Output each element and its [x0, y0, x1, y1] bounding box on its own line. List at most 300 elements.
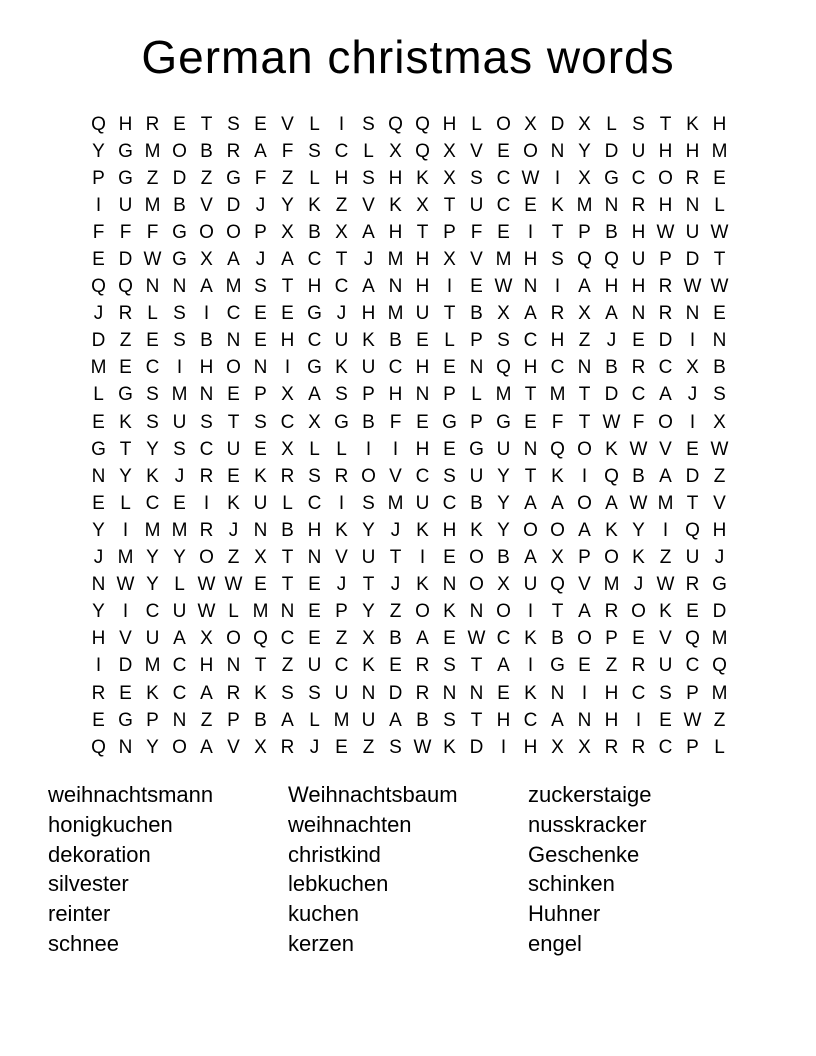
- grid-cell: I: [689, 411, 696, 433]
- grid-cell: C: [334, 140, 349, 162]
- grid-cell: N: [280, 601, 295, 623]
- grid-cell: A: [551, 492, 564, 514]
- grid-cell: C: [415, 465, 430, 487]
- grid-cell: T: [200, 113, 213, 135]
- grid-cell: T: [713, 249, 726, 271]
- grid-cell: E: [92, 709, 105, 731]
- grid-cell: C: [523, 330, 538, 352]
- grid-cell: U: [145, 628, 160, 650]
- grid-cell: Y: [578, 140, 591, 162]
- grid-cell: P: [92, 167, 105, 189]
- grid-cell: C: [334, 655, 349, 677]
- grid-cell: O: [523, 519, 538, 541]
- grid-cell: W: [656, 574, 675, 596]
- word-list-column: [48, 780, 288, 959]
- grid-cell: W: [197, 601, 216, 623]
- grid-cell: N: [712, 330, 727, 352]
- grid-cell: E: [713, 167, 726, 189]
- grid-cell: Y: [146, 736, 159, 758]
- word-item: nusskracker: [528, 811, 647, 837]
- grid-cell: J: [93, 547, 104, 569]
- grid-cell: X: [551, 547, 564, 569]
- grid-cell: E: [92, 249, 105, 271]
- grid-cell: Q: [604, 249, 619, 271]
- grid-cell: W: [521, 167, 540, 189]
- grid-cell: W: [602, 411, 621, 433]
- grid-cell: D: [685, 249, 700, 271]
- grid-cell: H: [523, 736, 538, 758]
- grid-cell: M: [387, 303, 404, 325]
- grid-cell: O: [496, 113, 511, 135]
- grid-cell: N: [577, 709, 592, 731]
- grid-cell: K: [254, 682, 267, 704]
- grid-cell: H: [604, 682, 619, 704]
- grid-cell: I: [527, 221, 534, 243]
- grid-cell: K: [524, 682, 537, 704]
- grid-cell: R: [685, 574, 700, 596]
- grid-cell: Q: [685, 628, 700, 650]
- grid-cell: O: [226, 357, 241, 379]
- grid-cell: S: [632, 113, 645, 135]
- grid-cell: K: [119, 411, 132, 433]
- grid-cell: E: [524, 194, 537, 216]
- grid-cell: O: [550, 519, 565, 541]
- grid-cell: O: [226, 221, 241, 243]
- grid-cell: E: [632, 330, 645, 352]
- grid-cell: E: [335, 736, 348, 758]
- grid-cell: D: [172, 167, 187, 189]
- grid-cell: T: [254, 655, 267, 677]
- grid-cell: G: [118, 384, 133, 406]
- grid-cell: V: [119, 628, 132, 650]
- grid-cell: A: [173, 628, 186, 650]
- grid-cell: O: [523, 140, 538, 162]
- grid-cell: K: [605, 438, 618, 460]
- grid-cell: P: [443, 221, 456, 243]
- grid-cell: O: [469, 547, 484, 569]
- grid-cell: H: [415, 249, 430, 271]
- grid-cell: C: [685, 655, 700, 677]
- grid-cell: X: [578, 113, 591, 135]
- grid-cell: N: [631, 303, 646, 325]
- grid-cell: K: [551, 194, 564, 216]
- grid-cell: C: [307, 492, 322, 514]
- grid-cell: E: [578, 655, 591, 677]
- grid-cell: T: [443, 194, 456, 216]
- grid-cell: Z: [200, 709, 213, 731]
- grid-cell: J: [390, 519, 401, 541]
- grid-cell: C: [658, 736, 673, 758]
- grid-cell: N: [550, 140, 565, 162]
- grid-cell: K: [416, 167, 429, 189]
- grid-cell: N: [469, 601, 484, 623]
- grid-cell: B: [416, 709, 429, 731]
- grid-cell: O: [415, 601, 430, 623]
- grid-cell: Y: [92, 140, 105, 162]
- grid-cell: X: [308, 411, 321, 433]
- grid-cell: O: [199, 221, 214, 243]
- grid-cell: H: [307, 519, 322, 541]
- grid-cell: E: [146, 330, 159, 352]
- grid-cell: Z: [713, 465, 726, 487]
- grid-cell: B: [362, 411, 375, 433]
- grid-cell: T: [578, 384, 591, 406]
- grid-cell: S: [281, 682, 294, 704]
- grid-cell: W: [143, 249, 162, 271]
- grid-cell: Q: [550, 574, 565, 596]
- grid-cell: W: [467, 628, 486, 650]
- grid-cell: X: [551, 736, 564, 758]
- grid-cell: E: [524, 411, 537, 433]
- grid-cell: A: [659, 465, 672, 487]
- grid-cell: I: [392, 438, 399, 460]
- grid-cell: T: [227, 411, 240, 433]
- grid-cell: Y: [281, 194, 294, 216]
- grid-cell: M: [171, 519, 188, 541]
- grid-cell: E: [443, 547, 456, 569]
- grid-cell: X: [416, 194, 429, 216]
- grid-cell: A: [227, 249, 240, 271]
- grid-cell: R: [631, 736, 646, 758]
- grid-cell: O: [469, 574, 484, 596]
- grid-cell: O: [604, 547, 619, 569]
- grid-cell: B: [605, 221, 618, 243]
- grid-cell: V: [470, 140, 483, 162]
- grid-cell: K: [335, 519, 348, 541]
- grid-cell: E: [254, 330, 267, 352]
- grid-cell: W: [197, 574, 216, 596]
- grid-cell: N: [172, 709, 187, 731]
- grid-cell: Y: [362, 519, 375, 541]
- grid-cell: O: [577, 628, 592, 650]
- grid-cell: G: [172, 221, 187, 243]
- grid-cell: I: [527, 655, 534, 677]
- grid-cell: B: [389, 330, 402, 352]
- grid-cell: D: [604, 140, 619, 162]
- grid-cell: Y: [632, 519, 645, 541]
- grid-cell: R: [226, 140, 241, 162]
- grid-cell: Q: [118, 276, 133, 298]
- grid-cell: A: [200, 276, 213, 298]
- grid-cell: Q: [550, 438, 565, 460]
- grid-cell: A: [524, 492, 537, 514]
- grid-cell: D: [388, 682, 403, 704]
- grid-cell: W: [710, 438, 729, 460]
- grid-cell: X: [443, 167, 456, 189]
- grid-cell: H: [658, 194, 673, 216]
- grid-cell: M: [657, 492, 674, 514]
- grid-cell: D: [118, 655, 133, 677]
- grid-cell: B: [254, 709, 267, 731]
- grid-cell: T: [686, 492, 699, 514]
- grid-cell: S: [335, 384, 348, 406]
- grid-cell: Q: [91, 276, 106, 298]
- grid-cell: A: [551, 709, 564, 731]
- grid-cell: K: [551, 465, 564, 487]
- grid-cell: P: [578, 547, 591, 569]
- grid-cell: S: [173, 330, 186, 352]
- word-item: Geschenke: [528, 841, 640, 867]
- grid-cell: Z: [659, 547, 672, 569]
- grid-cell: B: [200, 330, 213, 352]
- word-item: kerzen: [288, 930, 355, 956]
- grid-cell: S: [443, 709, 456, 731]
- grid-cell: L: [309, 113, 320, 135]
- word-item: lebkuchen: [288, 871, 389, 897]
- grid-cell: I: [635, 709, 642, 731]
- grid-cell: G: [496, 411, 511, 433]
- grid-cell: G: [307, 303, 322, 325]
- grid-cell: D: [91, 330, 106, 352]
- grid-cell: Q: [685, 519, 700, 541]
- grid-cell: S: [713, 384, 726, 406]
- grid-cell: P: [470, 330, 483, 352]
- grid-cell: M: [576, 194, 593, 216]
- grid-cell: E: [686, 601, 699, 623]
- grid-cell: L: [120, 492, 131, 514]
- grid-cell: L: [363, 140, 374, 162]
- grid-cell: A: [524, 547, 537, 569]
- grid-cell: E: [497, 140, 510, 162]
- grid-cell: D: [712, 601, 727, 623]
- grid-cell: H: [685, 140, 700, 162]
- grid-cell: U: [253, 492, 268, 514]
- grid-cell: R: [226, 682, 241, 704]
- grid-cell: O: [631, 601, 646, 623]
- grid-cell: R: [658, 303, 673, 325]
- grid-cell: M: [333, 709, 350, 731]
- grid-cell: I: [95, 655, 102, 677]
- grid-cell: Z: [335, 628, 348, 650]
- grid-cell: C: [631, 167, 646, 189]
- grid-cell: U: [631, 140, 646, 162]
- grid-cell: T: [119, 438, 132, 460]
- grid-cell: U: [631, 249, 646, 271]
- grid-cell: Y: [92, 519, 105, 541]
- grid-cell: Z: [281, 167, 294, 189]
- grid-cell: M: [549, 384, 566, 406]
- grid-cell: Q: [415, 140, 430, 162]
- grid-cell: R: [91, 682, 106, 704]
- grid-cell: H: [442, 519, 457, 541]
- grid-cell: C: [172, 655, 187, 677]
- word-item: Huhner: [528, 901, 601, 927]
- grid-cell: T: [524, 465, 537, 487]
- grid-cell: S: [362, 492, 375, 514]
- grid-cell: N: [685, 194, 700, 216]
- word-list: [48, 780, 768, 959]
- grid-cell: Y: [362, 601, 375, 623]
- grid-cell: A: [362, 276, 375, 298]
- grid-cell: S: [389, 736, 402, 758]
- grid-cell: W: [656, 221, 675, 243]
- grid-cell: C: [550, 357, 565, 379]
- grid-cell: K: [362, 655, 375, 677]
- word-item: schinken: [528, 871, 615, 897]
- grid-cell: X: [443, 140, 456, 162]
- grid-cell: E: [308, 601, 321, 623]
- grid-cell: X: [281, 221, 294, 243]
- grid-cell: L: [471, 384, 482, 406]
- grid-cell: R: [658, 276, 673, 298]
- grid-cell: N: [226, 655, 241, 677]
- grid-cell: Y: [497, 465, 510, 487]
- grid-cell: T: [470, 709, 483, 731]
- grid-cell: E: [443, 628, 456, 650]
- grid-cell: I: [581, 465, 588, 487]
- grid-cell: P: [362, 384, 375, 406]
- grid-cell: N: [469, 682, 484, 704]
- grid-cell: D: [118, 249, 133, 271]
- grid-cell: I: [203, 303, 210, 325]
- grid-cell: W: [224, 574, 243, 596]
- grid-cell: J: [336, 303, 347, 325]
- grid-cell: R: [280, 736, 295, 758]
- grid-cell: E: [470, 276, 483, 298]
- grid-cell: U: [172, 411, 187, 433]
- grid-cell: E: [659, 709, 672, 731]
- grid-cell: K: [308, 194, 321, 216]
- grid-cell: I: [338, 492, 345, 514]
- grid-cell: E: [497, 221, 510, 243]
- grid-cell: S: [470, 167, 483, 189]
- grid-cell: X: [497, 574, 510, 596]
- grid-cell: H: [280, 330, 295, 352]
- grid-cell: T: [281, 574, 294, 596]
- grid-cell: F: [254, 167, 267, 189]
- grid-cell: Z: [335, 194, 348, 216]
- grid-cell: J: [255, 249, 266, 271]
- grid-cell: O: [199, 547, 214, 569]
- grid-cell: R: [631, 655, 646, 677]
- grid-cell: E: [632, 628, 645, 650]
- grid-cell: U: [334, 682, 349, 704]
- grid-cell: L: [309, 438, 320, 460]
- grid-cell: I: [419, 547, 426, 569]
- grid-cell: M: [711, 140, 728, 162]
- grid-cell: O: [172, 736, 187, 758]
- grid-cell: T: [578, 411, 591, 433]
- grid-cell: U: [361, 547, 376, 569]
- grid-cell: R: [631, 194, 646, 216]
- grid-cell: E: [119, 682, 132, 704]
- grid-cell: S: [146, 411, 159, 433]
- grid-cell: X: [281, 438, 294, 460]
- grid-cell: J: [687, 384, 698, 406]
- grid-cell: E: [443, 438, 456, 460]
- grid-cell: M: [225, 276, 242, 298]
- grid-cell: E: [281, 303, 294, 325]
- grid-cell: S: [308, 465, 321, 487]
- grid-cell: R: [118, 303, 133, 325]
- grid-cell: N: [550, 682, 565, 704]
- grid-cell: S: [443, 465, 456, 487]
- grid-cell: R: [685, 167, 700, 189]
- grid-cell: T: [389, 547, 402, 569]
- grid-cell: R: [415, 682, 430, 704]
- grid-cell: H: [388, 384, 403, 406]
- grid-cell: S: [659, 682, 672, 704]
- grid-cell: H: [523, 249, 538, 271]
- grid-cell: M: [495, 249, 512, 271]
- grid-cell: Q: [496, 357, 511, 379]
- grid-cell: N: [91, 574, 106, 596]
- grid-cell: A: [281, 709, 294, 731]
- grid-cell: C: [334, 276, 349, 298]
- grid-cell: K: [632, 547, 645, 569]
- grid-cell: E: [254, 574, 267, 596]
- grid-cell: L: [228, 601, 239, 623]
- grid-cell: M: [90, 357, 107, 379]
- grid-cell: X: [254, 736, 267, 758]
- grid-cell: E: [92, 411, 105, 433]
- grid-cell: I: [446, 276, 453, 298]
- word-item: zuckerstaige: [528, 782, 652, 807]
- grid-cell: J: [714, 547, 725, 569]
- grid-cell: U: [334, 330, 349, 352]
- grid-cell: F: [470, 221, 483, 243]
- grid-cell: A: [605, 303, 618, 325]
- grid-cell: G: [334, 411, 349, 433]
- grid-cell: H: [388, 167, 403, 189]
- word-item: engel: [528, 930, 582, 956]
- grid-cell: C: [145, 601, 160, 623]
- grid-cell: V: [227, 736, 240, 758]
- grid-cell: X: [686, 357, 699, 379]
- grid-cell: T: [416, 221, 429, 243]
- grid-cell: C: [658, 357, 673, 379]
- grid-cell: E: [416, 411, 429, 433]
- grid-cell: B: [713, 357, 726, 379]
- grid-cell: G: [442, 411, 457, 433]
- grid-cell: A: [659, 384, 672, 406]
- grid-cell: C: [388, 357, 403, 379]
- grid-cell: L: [471, 113, 482, 135]
- grid-cell: I: [338, 113, 345, 135]
- grid-cell: U: [523, 574, 538, 596]
- grid-cell: W: [629, 438, 648, 460]
- grid-cell: M: [387, 492, 404, 514]
- grid-cell: V: [200, 194, 213, 216]
- grid-cell: H: [415, 438, 430, 460]
- grid-cell: T: [281, 547, 294, 569]
- grid-cell: N: [307, 547, 322, 569]
- grid-cell: U: [685, 221, 700, 243]
- grid-cell: U: [307, 655, 322, 677]
- grid-cell: G: [469, 438, 484, 460]
- grid-cell: Y: [119, 465, 132, 487]
- grid-cell: Z: [578, 330, 591, 352]
- grid-cell: K: [254, 465, 267, 487]
- grid-cell: A: [254, 140, 267, 162]
- grid-cell: A: [605, 492, 618, 514]
- grid-cell: K: [227, 492, 240, 514]
- grid-cell: L: [444, 330, 455, 352]
- grid-cell: N: [685, 303, 700, 325]
- grid-cell: C: [496, 167, 511, 189]
- grid-cell: C: [496, 628, 511, 650]
- grid-cell: V: [713, 492, 726, 514]
- grid-cell: V: [470, 249, 483, 271]
- grid-cell: K: [416, 519, 429, 541]
- grid-cell: C: [631, 384, 646, 406]
- grid-cell: Q: [712, 655, 727, 677]
- grid-cell: H: [199, 655, 214, 677]
- grid-cell: L: [336, 438, 347, 460]
- grid-cell: Z: [605, 655, 618, 677]
- grid-cell: A: [389, 709, 402, 731]
- grid-cell: U: [658, 655, 673, 677]
